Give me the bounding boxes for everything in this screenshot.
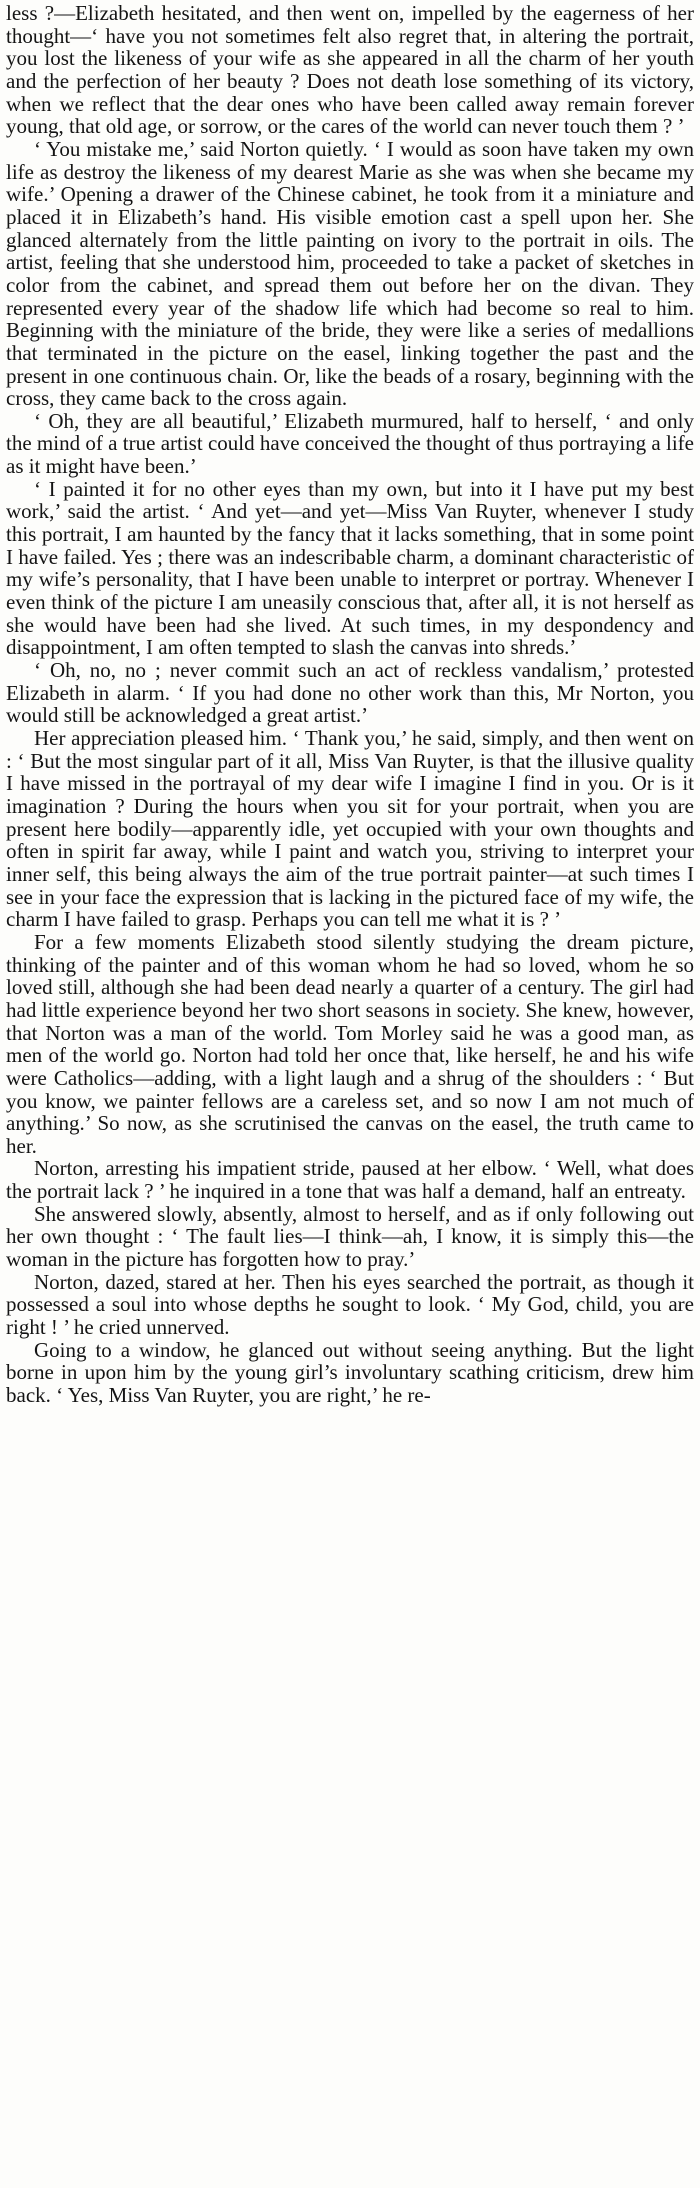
paragraph: ‘ You mistake me,’ said Norton quietly. ‘ I would as soon have taken my own life as destroy the likeness of my dearest Marie as she was when she became my wife.’ Opening a drawer of the Chinese cabinet, he took from it a miniature and placed it in Elizabeth’s hand. His visible emotion cast a spell upon her. She glanced alternately from the little painting on ivory to the portrait in oils. The artist, feeling that she understood him, proceeded to take a packet of sketches in color from the cabinet, and spread them out before her on the divan. They represented every year of the shadow life which had become so real to him. Beginning with the miniature of the bride, they were like a series of medallions that terminated in the picture on the easel, linking together the past and the present in one continuous chain. Or, like the beads of a rosary, beginning with the cross, they came back to the cross again. [6,136,694,411]
paragraph: Norton, arresting his impatient stride, paused at her elbow. ‘ Well, what does the portrait lack ? ’ he inquired in a tone that was half a demand, half an entreaty. [6,1156,694,1204]
paragraph: ‘ I painted it for no other eyes than my own, but into it I have put my best work,’ said the artist. ‘ And yet—and yet—Miss Van Ruyter, whenever I study this portrait, I am haunted by the fancy that it lacks something, that in some point I have failed. Yes ; there was an indescribable charm, a dominant characteristic of my wife’s personality, that I have been unable to interpret or portray. Whenever I even think of the picture I am uneasily conscious that, after all, it is not herself as she would have been had she lived. At such times, in my despondency and disappointment, I am often tempted to slash the canvas into shreds.’ [6,476,694,660]
paragraph-continued: less ?—Elizabeth hesitated, and then went on, impelled by the eagerness of her thought—‘ have you not sometimes felt also regret that, in altering the portrait, you lost the likeness of your wife as she appeared in all the charm of her youth and the perfection of her beauty ? Does not death lose something of its victory, when we reflect that the dear ones who have been called away remain forever young, that old age, or sorrow, or the cares of the world can never touch them ? ’ [6,1,694,139]
paragraph: ‘ Oh, they are all beautiful,’ Elizabeth murmured, half to herself, ‘ and only the mind of a true artist could have conceived the thought of thus portraying a life as it might have been.’ [6,408,694,479]
paragraph: Her appreciation pleased him. ‘ Thank you,’ he said, simply, and then went on : ‘ But the most singular part of it all, Miss Van Ruyter, is that the illusive quality I have missed in the portrayal of my dear wife I imagine I find in you. Or is it imagination ? During the hours when you sit for your portrait, when you are present here bodily—apparently idle, yet occupied with your own thoughts and often in spirit far away, while I paint and watch you, striving to interpret your inner self, this being always the aim of the true portrait painter—at such times I see in your face the expression that is lacking in the pictured face of my wife, the charm I have failed to grasp. Perhaps you can tell me what it is ? ’ [6,726,694,932]
paragraph: ‘ Oh, no, no ; never commit such an act of reckless vandalism,’ protested Elizabeth in alarm. ‘ If you had done no other work than this, Mr Norton, you would still be acknowledged a great artist.’ [6,658,694,728]
paragraph: For a few moments Elizabeth stood silently studying the dream picture, thinking of the painter and of this woman whom he had so loved, whom he so loved still, although she had been dead nearly a quarter of a century. The girl had had little experience beyond her two short seasons in society. She knew, however, that Norton was a man of the world. Tom Morley said he was a good man, as men of the world go. Norton had told her once that, like herself, he and his wife were Catholics—adding, with a light laugh and a shrug of the shoulders : ‘ But you know, we painter fellows are a careless set, and so now I am not much of anything.’ So now, as she scrutinised the canvas on the easel, the truth came to her. [6,929,694,1158]
paragraph: She answered slowly, absently, almost to herself, and as if only following out her own thought : ‘ The fault lies—I think—ah, I know, it is simply this—the woman in the picture has forgotten how to pray.’ [6,1201,694,1272]
paragraph: Going to a window, he glanced out without seeing anything. But the light borne in upon him by the young girl’s involuntary scathing criticism, drew him back. ‘ Yes, Miss Van Ruyter, you are right,’ he re- [6,1337,694,1408]
paragraph: Norton, dazed, stared at her. Then his eyes searched the portrait, as though it possessed a soul into whose depths he sought to look. ‘ My God, child, you are right ! ’ he cried unnerved. [6,1269,694,1340]
